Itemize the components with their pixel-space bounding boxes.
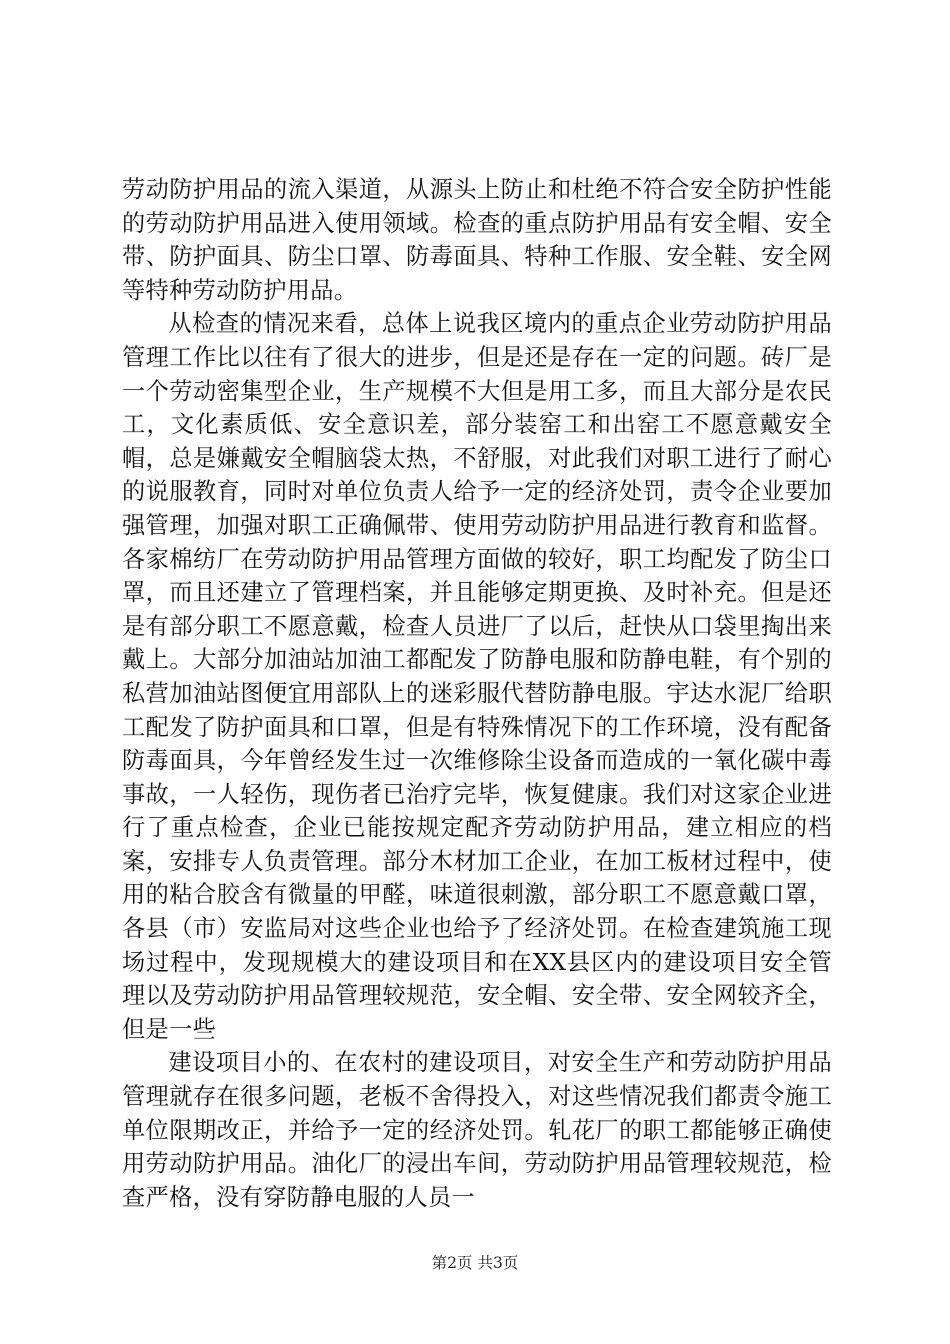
paragraph-continuation: 劳动防护用品的流入渠道，从源头上防止和杜绝不符合安全防护性能的劳动防护用品进入使用领域。检查的重点防护用品有安全帽、安全带、防护面具、防尘口罩、防毒面具、特种工作服、安全鞋、安全网等特种劳动防护用品。: [122, 176, 832, 304]
page-number-footer: 第2页 共3页: [431, 1254, 519, 1272]
document-body: [122, 173, 832, 1214]
paragraph-small-projects: 建设项目小的、在农村的建设项目，对安全生产和劳动防护用品管理就存在很多问题，老板不舍得投入，对这些情况我们都责令施工单位限期改正，并给予一定的经济处罚。轧花厂的职工都能够正确使用劳动防护用品。油化厂的浸出车间，劳动防护用品管理较规范，检查严格，没有穿防静电服的人员一: [122, 1049, 832, 1211]
paragraph-inspection-findings: 从检查的情况来看，总体上说我区境内的重点企业劳动防护用品管理工作比以往有了很大的进步，但是还是存在一定的问题。砖厂是一个劳动密集型企业，生产规模不大但是用工多，而且大部分是农民工，文化素质低、安全意识差，部分装窑工和出窑工不愿意戴安全帽，总是嫌戴安全帽脑袋太热，不舒服，对此我们对职工进行了耐心的说服教育，同时对单位负责人给予一定的经济处罚，责令企业要加强管理，加强对职工正确佩带、使用劳动防护用品进行教育和监督。各家棉纺厂在劳动防护用品管理方面做的较好，职工均配发了防尘口罩，而且还建立了管理档案，并且能够定期更换、及时补充。但是还是有部分职工不愿意戴，检查人员进厂了以后，赶快从口袋里掏出来戴上。大部分加油站加油工都配发了防静电服和防静电鞋，有个别的私营加油站图便宜用部队上的迷彩服代替防静电服。宇达水泥厂给职工配发了防护面具和口罩，但是有特殊情况下的工作环境，没有配备防毒面具，今年曾经发生过一次维修除尘设备而造成的一氧化碳中毒事故，一人轻伤，现伤者已治疗完毕，恢复健康。我们对这家企业进行了重点检查，企业已能按规定配齐劳动防护用品，建立相应的档案，安排专人负责管理。部分木材加工企业，在加工板材过程中，使用的粘合胶含有微量的甲醛，味道很刺激，部分职工不愿意戴口罩，各县（市）安监局对这些企业也给予了经济处罚。在检查建筑施工现场过程中，发现规模大的建设项目和在XX县区内的建设项目安全管理以及劳动防护用品管理较规范，安全帽、安全带、安全网较齐全，但是一些: [122, 310, 832, 1043]
